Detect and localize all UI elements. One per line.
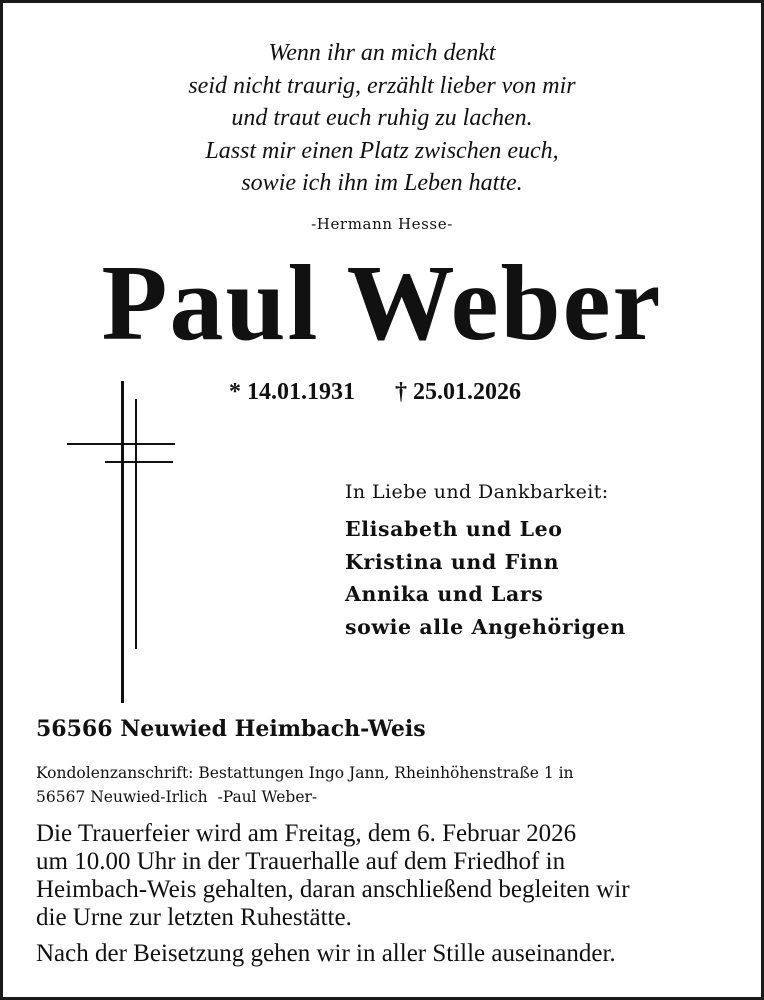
mourner-name: Kristina und Finn	[345, 549, 560, 574]
mourners-intro: In Liebe und Dankbarkeit:	[345, 481, 609, 503]
funeral-notice	[36, 820, 736, 968]
mourner-name: sowie alle Angehörigen	[345, 614, 626, 639]
ceremony-line: Heimbach-Weis gehalten, daran anschließend begleiten wir	[36, 876, 630, 903]
deceased-name: Paul Weber	[101, 244, 663, 363]
birth-date: * 14.01.1931	[229, 379, 355, 405]
poem	[3, 37, 761, 200]
poem-author: -Hermann Hesse-	[311, 215, 453, 233]
condolence-line: Kondolenzanschrift: Bestattungen Ingo Jann, Rheinhöhenstraße 1 in	[36, 764, 574, 782]
condolence-line: 56567 Neuwied-Irlich -Paul Weber-	[36, 788, 318, 806]
death-date: † 25.01.2026	[395, 379, 521, 405]
life-dates	[229, 379, 521, 406]
ceremony-line: die Urne zur letzten Ruhestätte.	[36, 904, 352, 931]
closing-line: Nach der Beisetzung gehen wir in aller Stille auseinander.	[36, 940, 616, 967]
poem-line: seid nicht traurig, erzählt lieber von mir	[188, 72, 576, 99]
mourners-list	[345, 513, 626, 643]
poem-line: sowie ich ihn im Leben hatte.	[241, 170, 523, 196]
mourner-name: Elisabeth und Leo	[345, 517, 563, 541]
poem-line: und traut euch ruhig zu lachen.	[231, 105, 533, 131]
place-heading: 56566 Neuwied Heimbach-Weis	[36, 716, 426, 742]
cross-icon	[67, 381, 179, 703]
condolence-address	[36, 761, 574, 809]
mourner-name: Annika und Lars	[345, 582, 544, 606]
ceremony-line: Die Trauerfeier wird am Freitag, dem 6. Februar 2026	[36, 820, 577, 847]
poem-line: Wenn ihr an mich denkt	[268, 40, 496, 66]
poem-line: Lasst mir einen Platz zwischen euch,	[205, 137, 559, 164]
ceremony-line: um 10.00 Uhr in der Trauerhalle auf dem Friedhof in	[36, 848, 566, 875]
